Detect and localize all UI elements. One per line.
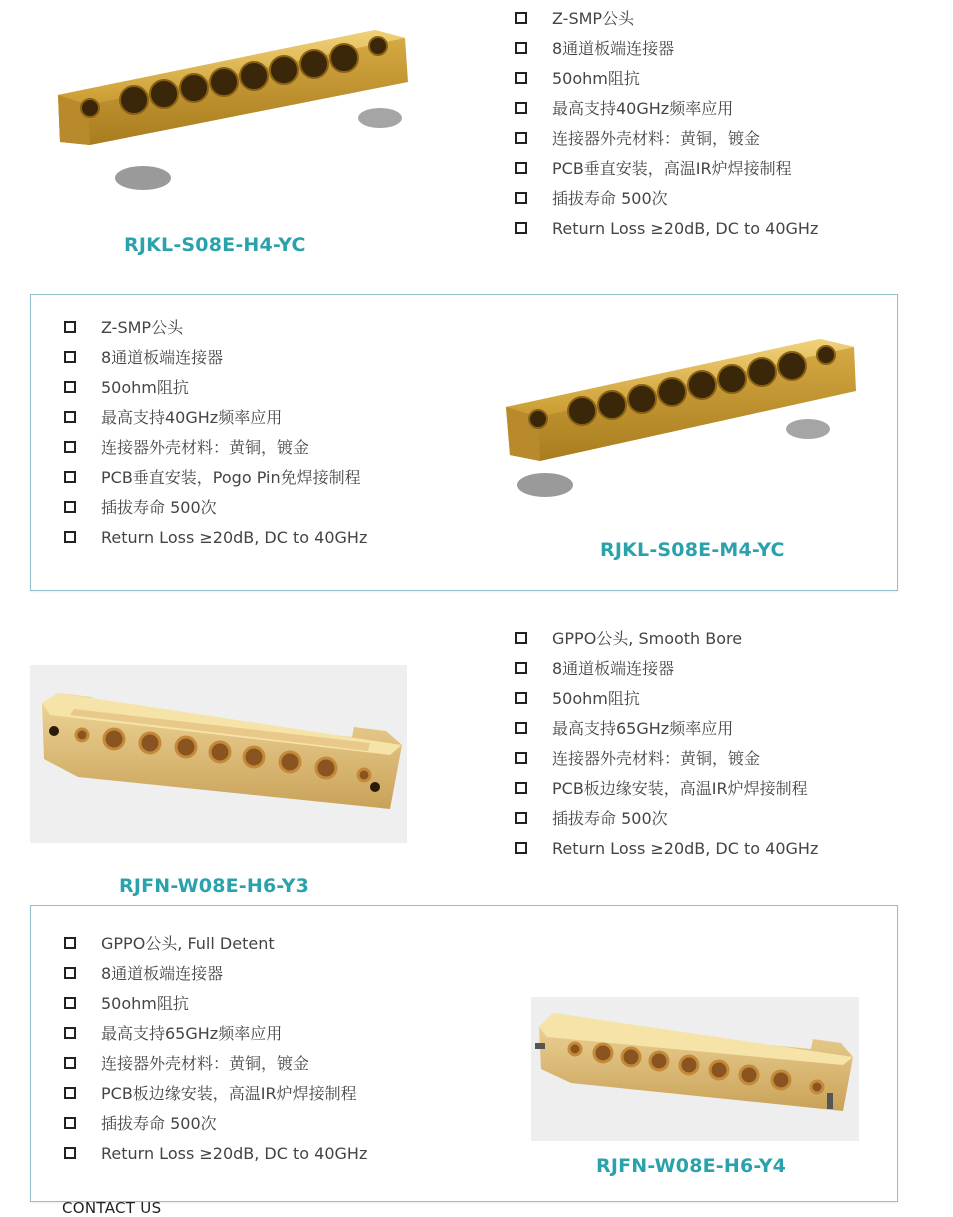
square-bullet-icon bbox=[64, 501, 76, 513]
feature-item: 连接器外壳材料：黄铜，镀金 bbox=[64, 433, 367, 463]
square-bullet-icon bbox=[64, 997, 76, 1009]
feature-item: 插拔寿命 500次 bbox=[515, 804, 818, 834]
feature-item: PCB垂直安装，Pogo Pin免焊接制程 bbox=[64, 463, 367, 493]
feature-item: 50ohm阻抗 bbox=[64, 989, 367, 1019]
square-bullet-icon bbox=[64, 1117, 76, 1129]
square-bullet-icon bbox=[64, 381, 76, 393]
connector-smp-photo bbox=[500, 325, 870, 505]
feature-item: Return Loss ≥20dB, DC to 40GHz bbox=[64, 523, 367, 553]
feature-item: 8通道板端连接器 bbox=[515, 654, 818, 684]
square-bullet-icon bbox=[64, 351, 76, 363]
feature-item: 连接器外壳材料：黄铜，镀金 bbox=[64, 1049, 367, 1079]
square-bullet-icon bbox=[64, 531, 76, 543]
square-bullet-icon bbox=[64, 411, 76, 423]
feature-item: PCB板边缘安装，高温IR炉焊接制程 bbox=[515, 774, 818, 804]
product-image bbox=[531, 997, 859, 1141]
feature-list bbox=[515, 624, 818, 864]
feature-item: 50ohm阻抗 bbox=[515, 684, 818, 714]
feature-item: 最高支持65GHz频率应用 bbox=[515, 714, 818, 744]
feature-item: 最高支持65GHz频率应用 bbox=[64, 1019, 367, 1049]
feature-item: 50ohm阻抗 bbox=[64, 373, 367, 403]
square-bullet-icon bbox=[64, 1027, 76, 1039]
square-bullet-icon bbox=[515, 632, 527, 644]
feature-item: 50ohm阻抗 bbox=[515, 64, 818, 94]
feature-item: 插拔寿命 500次 bbox=[515, 184, 818, 214]
contact-us-link[interactable]: CONTACT US bbox=[62, 1199, 162, 1217]
feature-list bbox=[64, 313, 367, 553]
square-bullet-icon bbox=[64, 1147, 76, 1159]
feature-item: Z-SMP公头 bbox=[64, 313, 367, 343]
feature-item: Return Loss ≥20dB, DC to 40GHz bbox=[64, 1139, 367, 1169]
feature-item: 最高支持40GHz频率应用 bbox=[515, 94, 818, 124]
feature-item: 连接器外壳材料：黄铜，镀金 bbox=[515, 744, 818, 774]
square-bullet-icon bbox=[515, 812, 527, 824]
feature-item: Return Loss ≥20dB, DC to 40GHz bbox=[515, 834, 818, 864]
square-bullet-icon bbox=[515, 752, 527, 764]
connector-gppo-photo bbox=[531, 997, 859, 1141]
feature-item: Return Loss ≥20dB, DC to 40GHz bbox=[515, 214, 818, 244]
feature-item: GPPO公头, Full Detent bbox=[64, 929, 367, 959]
square-bullet-icon bbox=[515, 662, 527, 674]
square-bullet-icon bbox=[64, 1087, 76, 1099]
connector-gppo-photo bbox=[30, 665, 407, 843]
feature-item: 8通道板端连接器 bbox=[64, 343, 367, 373]
square-bullet-icon bbox=[64, 471, 76, 483]
square-bullet-icon bbox=[515, 782, 527, 794]
feature-item: PCB垂直安装，高温IR炉焊接制程 bbox=[515, 154, 818, 184]
product-title[interactable]: RJFN-W08E-H6-Y3 bbox=[119, 875, 310, 897]
feature-item: 8通道板端连接器 bbox=[515, 34, 818, 64]
square-bullet-icon bbox=[515, 132, 527, 144]
feature-item: PCB板边缘安装，高温IR炉焊接制程 bbox=[64, 1079, 367, 1109]
square-bullet-icon bbox=[64, 937, 76, 949]
square-bullet-icon bbox=[515, 102, 527, 114]
product-image bbox=[30, 665, 407, 843]
feature-item: 最高支持40GHz频率应用 bbox=[64, 403, 367, 433]
square-bullet-icon bbox=[64, 967, 76, 979]
feature-list bbox=[515, 4, 818, 244]
product-title[interactable]: RJFN-W08E-H6-Y4 bbox=[596, 1155, 787, 1177]
square-bullet-icon bbox=[515, 692, 527, 704]
square-bullet-icon bbox=[515, 12, 527, 24]
square-bullet-icon bbox=[515, 722, 527, 734]
square-bullet-icon bbox=[64, 1057, 76, 1069]
product-title[interactable]: RJKL-S08E-H4-YC bbox=[124, 234, 306, 256]
square-bullet-icon bbox=[515, 72, 527, 84]
square-bullet-icon bbox=[515, 842, 527, 854]
square-bullet-icon bbox=[64, 321, 76, 333]
square-bullet-icon bbox=[515, 222, 527, 234]
feature-item: Z-SMP公头 bbox=[515, 4, 818, 34]
feature-item: 插拔寿命 500次 bbox=[64, 493, 367, 523]
square-bullet-icon bbox=[515, 42, 527, 54]
square-bullet-icon bbox=[515, 162, 527, 174]
connector-smp-photo bbox=[50, 20, 420, 200]
product-image bbox=[500, 325, 870, 505]
feature-item: 插拔寿命 500次 bbox=[64, 1109, 367, 1139]
product-title[interactable]: RJKL-S08E-M4-YC bbox=[600, 539, 785, 561]
square-bullet-icon bbox=[515, 192, 527, 204]
product-image bbox=[50, 20, 420, 200]
square-bullet-icon bbox=[64, 441, 76, 453]
feature-item: 连接器外壳材料：黄铜，镀金 bbox=[515, 124, 818, 154]
feature-list bbox=[64, 929, 367, 1169]
feature-item: GPPO公头, Smooth Bore bbox=[515, 624, 818, 654]
feature-item: 8通道板端连接器 bbox=[64, 959, 367, 989]
